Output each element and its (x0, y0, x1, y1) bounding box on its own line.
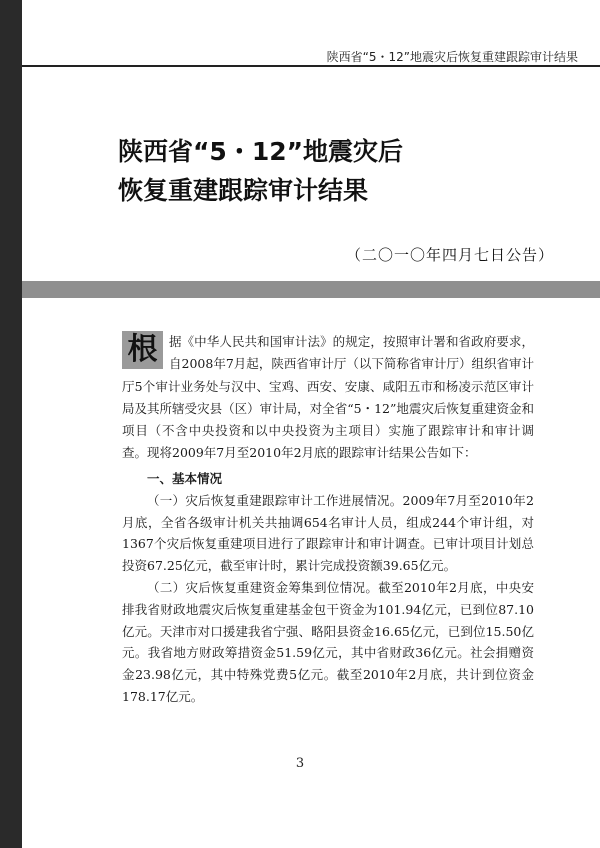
running-title: 陕西省“5・12”地震灾后恢复重建跟踪审计结果 (326, 50, 578, 64)
announcement-date: （二〇一〇年四月七日公告） (345, 246, 554, 264)
left-edge-bar (0, 0, 22, 848)
title-divider-band (22, 281, 600, 298)
title-line-2: 恢复重建跟踪审计结果 (118, 176, 369, 205)
document-title (118, 132, 403, 210)
intro-paragraph (122, 331, 534, 465)
page-header (22, 0, 600, 67)
paragraph-progress: （一）灾后恢复重建跟踪审计工作进展情况。2009年7月至2010年2月底，全省各级审计机关共抽调654名审计人员，组成244个审计组，对1367个灾后恢复重建项目进行了跟踪审计和审计调查。已审计项目计划总投资67.25亿元，截至审计时，累计完成投资额39.65亿元。 (122, 492, 534, 574)
page-number: 3 (295, 756, 305, 771)
header-rule (22, 65, 600, 67)
body-content (122, 331, 534, 708)
section-heading: 一、基本情况 (147, 470, 223, 486)
intro-text: 据《中华人民共和国审计法》的规定，按照审计署和省政府要求，自2008年7月起，陕西省审计厅（以下简称省审计厅）组织省审计厅5个审计业务处与汉中、宝鸡、西安、安康、咸阳五市和杨凌示范区审计局及其所辖受灾县（区）审计局，对全省“5・12”地震灾后恢复重建资金和项目（不含中央投资和以中央投资为主项目）实施了跟踪审计和审计调查。现将2009年7月至2010年2月底的跟踪审计结果公告如下： (122, 334, 534, 461)
drop-cap: 根 (122, 331, 163, 369)
paragraph-funding: （二）灾后恢复重建资金筹集到位情况。截至2010年2月底，中央安排我省财政地震灾后恢复重建基金包干资金为101.94亿元，已到位87.10亿元。天津市对口援建我省宁强、略阳县资金16.65亿元，已到位15.50亿元。我省地方财政筹措资金51.59亿元，其中省财政36亿元。社会捐赠资金23.98亿元，其中特殊党费5亿元。截至2010年2月底，共计到位资金178.17亿元。 (122, 579, 534, 704)
title-line-1: 陕西省“5・12”地震灾后 (118, 137, 404, 166)
